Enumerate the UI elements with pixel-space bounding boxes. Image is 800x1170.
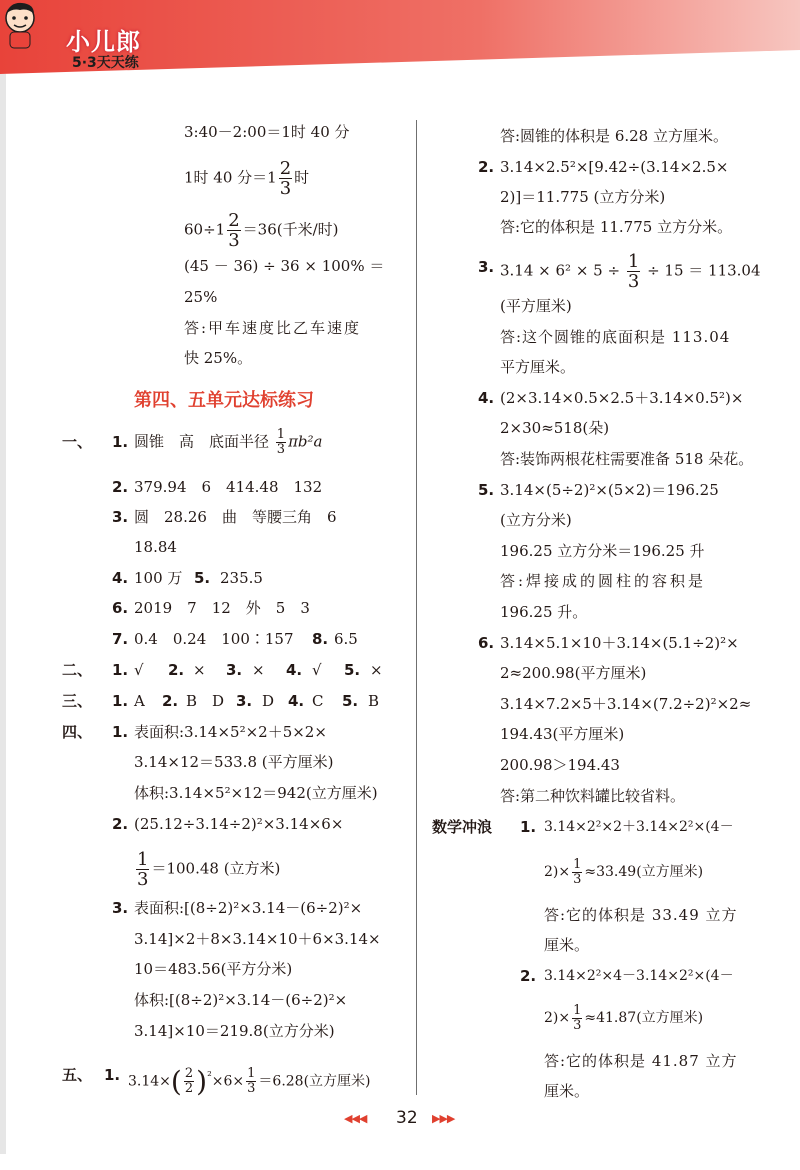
- line: 3.14]×10＝219.8(立方分米): [134, 1022, 335, 1040]
- fraction: $\frac{1}{3}$: [573, 856, 582, 887]
- line: (平方厘米): [500, 297, 572, 315]
- item-number: 4.: [478, 389, 495, 407]
- item-number: 5.: [344, 661, 361, 679]
- line: 3.14×5.1×10＋3.14×(5.1÷2)²×: [500, 634, 739, 652]
- line: 体积:[(8÷2)²×3.14－(6÷2)²×: [134, 991, 348, 1009]
- item-number: 1.: [104, 1066, 121, 1084]
- item-number: 4.: [112, 569, 129, 587]
- line: 2)× $\frac{1}{3}$ ≈33.49(立方厘米): [544, 856, 704, 887]
- fraction: $\frac{1}{3}$: [247, 1066, 256, 1097]
- brand-logo: 小儿郎: [66, 28, 141, 56]
- item-number: 5.: [342, 692, 359, 710]
- item-number: 1.: [112, 723, 129, 741]
- left-arrows-icon: ◀◀◀: [344, 1112, 367, 1125]
- item-number: 6.: [478, 634, 495, 652]
- answer: √: [134, 661, 144, 679]
- item-number: 2.: [112, 815, 129, 833]
- answer: D: [262, 692, 275, 710]
- fraction: $\frac{1}{3}$: [573, 1002, 582, 1033]
- line: 10＝483.56(平方分米): [134, 960, 293, 978]
- answer-line: 厘米。: [544, 1082, 590, 1100]
- line: 2≈200.98(平方厘米): [500, 664, 647, 682]
- fraction: $\frac{2}{3}$: [279, 158, 292, 199]
- line: 3.14×2²×2＋3.14×2²×(4－: [544, 819, 734, 835]
- line: (25.12÷3.14÷2)²×3.14×6×: [134, 815, 344, 833]
- right-arrows-icon: ▶▶▶: [432, 1112, 455, 1125]
- question-label: 五、: [62, 1066, 93, 1084]
- item-number: 5.: [478, 481, 495, 499]
- line: 1时 40 分＝1 $\frac{2}{3}$ 时: [184, 158, 310, 199]
- line: 0.4 0.24 100∶157: [134, 630, 294, 648]
- mascot-icon: [0, 0, 40, 50]
- line: 2)]＝11.775 (立方分米): [500, 188, 666, 206]
- question-label: 四、: [62, 723, 93, 741]
- answer-line: 答:它的体积是 41.87 立方: [544, 1052, 738, 1070]
- question-label: 三、: [62, 692, 93, 710]
- answer-line: 答:第二种饮料罐比较省料。: [500, 787, 686, 805]
- fraction: $\frac{1}{3}$: [276, 427, 286, 457]
- line: 2×30≈518(朵): [500, 419, 610, 437]
- line: (45 － 36) ÷ 36 × 100% ＝: [184, 257, 385, 275]
- answer: C: [312, 692, 324, 710]
- line: 3.14×7.2×5＋3.14×(7.2÷2)²×2≈: [500, 695, 752, 713]
- answer: ×: [193, 661, 206, 679]
- series-name: 5·3天天练: [72, 55, 139, 71]
- item-number: 5.: [194, 569, 211, 587]
- line: 3.14×(5÷2)²×(5×2)＝196.25: [500, 481, 719, 499]
- item-number: 1.: [112, 692, 129, 710]
- item-number: 4.: [286, 661, 303, 679]
- line: 194.43(平方厘米): [500, 725, 625, 743]
- line: 196.25 立方分米＝196.25 升: [500, 542, 705, 560]
- bonus-label: 数学冲浪: [432, 818, 493, 836]
- line: (立方分米): [500, 511, 572, 529]
- line: 圆 28.26 曲 等腰三角 6: [134, 508, 337, 526]
- line: 3.14×2²×4－3.14×2²×(4－: [544, 968, 734, 984]
- answer-line: 答:装饰两根花柱需要准备 518 朵花。: [500, 450, 754, 468]
- line: 表面积:3.14×5²×2＋5×2×: [134, 723, 327, 741]
- item-number: 3.: [112, 508, 129, 526]
- line: $\frac{1}{3}$ ＝100.48 (立方米): [137, 849, 281, 890]
- line: 3:40－2:00＝1时 40 分: [184, 123, 350, 141]
- answer-line: 平方厘米。: [500, 358, 576, 376]
- line: 3.14×( $\frac{2}{2}$ )$^{^2}$×6× $\frac{1}{3}$ ＝6.28(立方厘米): [128, 1064, 371, 1098]
- item-number: 3.: [226, 661, 243, 679]
- line: 表面积:[(8÷2)²×3.14－(6÷2)²×: [134, 899, 363, 917]
- fraction: $\frac{1}{3}$: [137, 849, 149, 890]
- line: 2019 7 12 外 5 3: [134, 599, 310, 617]
- item-number: 1.: [112, 661, 129, 679]
- line: 18.84: [134, 538, 177, 556]
- answer-line: 厘米。: [544, 936, 590, 954]
- line: 体积:3.14×5²×12＝942(立方厘米): [134, 784, 378, 802]
- line: 3.14 × 6² × 5 ÷ $\frac{1}{3}$ ÷ 15 ＝ 113.04: [500, 251, 761, 292]
- answer-line: 答:这个圆锥的底面积是 113.04: [500, 328, 731, 346]
- line: 3.14×2.5²×[9.42÷(3.14×2.5×: [500, 158, 729, 176]
- line: 3.14×12＝533.8 (平方厘米): [134, 753, 334, 771]
- answer: A: [134, 692, 145, 710]
- section-title: 第四、五单元达标练习: [134, 390, 314, 411]
- answer: B: [368, 692, 380, 710]
- answer: √: [312, 661, 322, 679]
- line: 2)× $\frac{1}{3}$ ≈41.87(立方厘米): [544, 1002, 704, 1033]
- answer-line: 答:焊接成的圆柱的容积是: [500, 572, 707, 590]
- line: 圆锥 高 底面半径 $\frac{1}{3}$ πb²a: [134, 427, 323, 457]
- item-number: 2.: [168, 661, 185, 679]
- answer: B D: [186, 692, 225, 710]
- fraction: $\frac{2}{2}$: [184, 1066, 194, 1097]
- page-number: 32: [396, 1108, 418, 1128]
- line: 25%: [184, 288, 218, 306]
- item-number: 2.: [162, 692, 179, 710]
- item-number: 2.: [112, 478, 129, 496]
- item-number: 4.: [288, 692, 305, 710]
- fraction: $\frac{1}{3}$: [627, 251, 640, 292]
- answer-line: 答:甲车速度比乙车速度: [184, 319, 362, 337]
- page-header: [0, 0, 800, 74]
- line: 60÷1 $\frac{2}{3}$ ＝36(千米/时): [184, 210, 339, 251]
- item-number: 3.: [478, 258, 495, 276]
- item-number: 2.: [520, 967, 537, 985]
- answer-line: 快 25%。: [184, 349, 253, 367]
- item-number: 3.: [112, 899, 129, 917]
- page-footer: [340, 1108, 480, 1132]
- answer-line: 答:它的体积是 33.49 立方: [544, 906, 738, 924]
- line: 100 万: [134, 569, 183, 587]
- column-divider: [416, 120, 417, 1095]
- answer: ×: [252, 661, 265, 679]
- item-number: 1.: [112, 433, 129, 451]
- answer-line: 196.25 升。: [500, 603, 588, 621]
- item-number: 7.: [112, 630, 129, 648]
- answer: ×: [370, 661, 383, 679]
- item-number: 3.: [236, 692, 253, 710]
- question-label: 一、: [62, 433, 93, 451]
- line: 6.5: [334, 630, 358, 648]
- item-number: 2.: [478, 158, 495, 176]
- line: 379.94 6 414.48 132: [134, 478, 323, 496]
- item-number: 6.: [112, 599, 129, 617]
- item-number: 1.: [520, 818, 537, 836]
- line: 200.98＞194.43: [500, 756, 620, 774]
- line: (2×3.14×0.5×2.5＋3.14×0.5²)×: [500, 389, 744, 407]
- line: 3.14]×2＋8×3.14×10＋6×3.14×: [134, 930, 381, 948]
- answer-line: 答:它的体积是 11.775 立方分米。: [500, 218, 733, 236]
- fraction: $\frac{2}{3}$: [228, 210, 240, 251]
- page-edge-shadow: [0, 74, 6, 1154]
- answer-line: 答:圆锥的体积是 6.28 立方厘米。: [500, 127, 728, 145]
- line: 235.5: [220, 569, 263, 587]
- item-number: 8.: [312, 630, 329, 648]
- question-label: 二、: [62, 661, 93, 679]
